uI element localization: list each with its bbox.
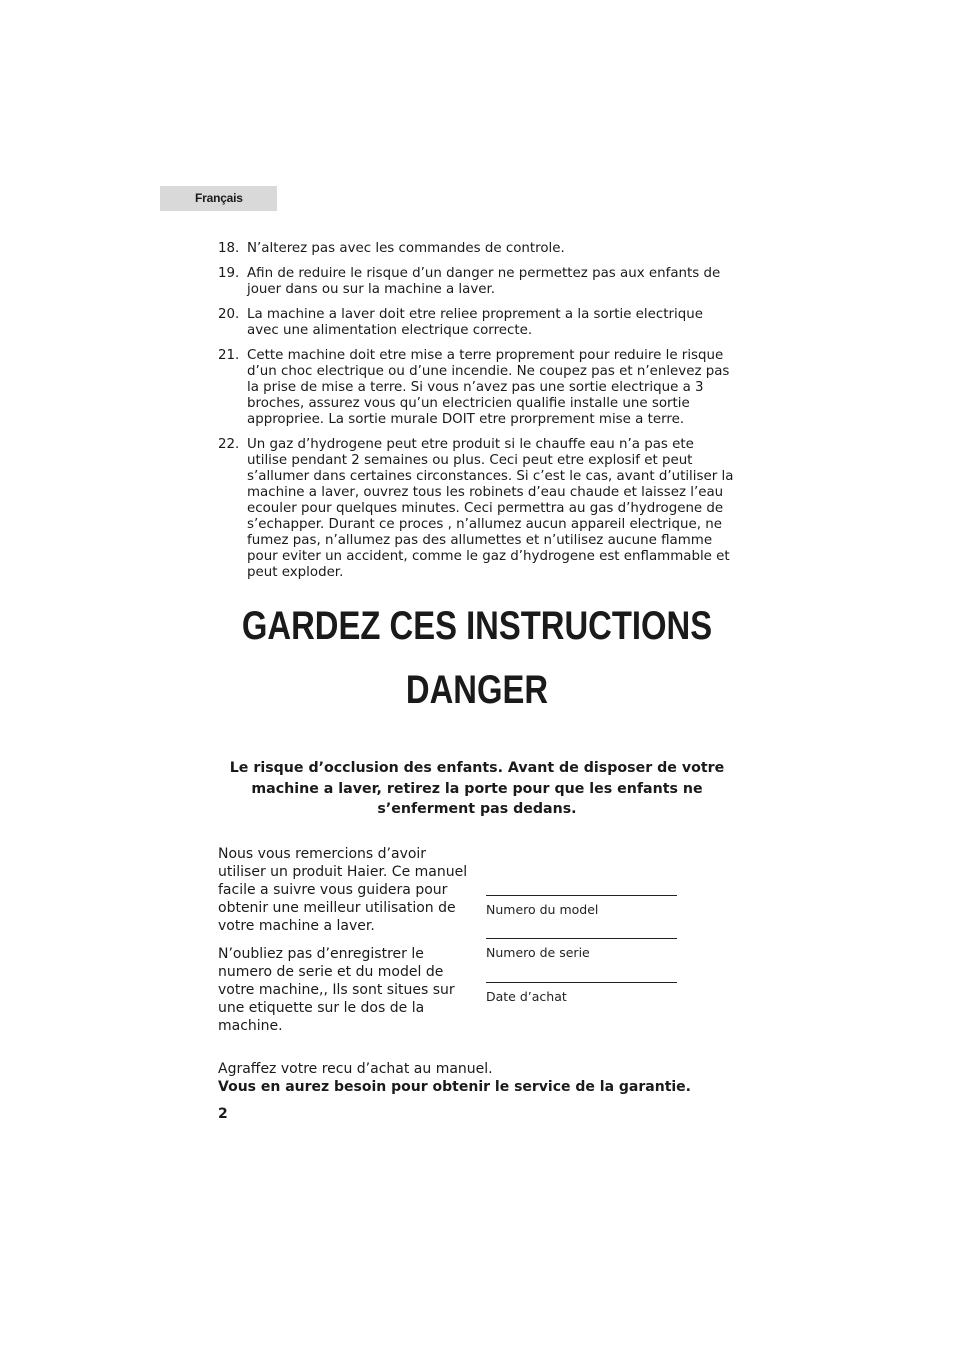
purchase-date-field (486, 982, 677, 1004)
item-number: 21. (218, 348, 240, 363)
receipt-note (218, 1060, 758, 1096)
danger-heading: DANGER (405, 668, 549, 712)
item-number: 22. (218, 437, 240, 452)
child-safety-warning: Le risque d’occlusion des enfants. Avant de disposer de votre machine a laver, retirez la porte pour que les enfants ne s’enferment pas dedans. (229, 760, 725, 817)
serial-number-label: Numero de serie (486, 945, 590, 960)
list-item (218, 307, 738, 339)
item-text: Cette machine doit etre mise a terre proprement pour reduire le risque d’un choc electrique ou d’une incendie. Ne coupez pas et n’enlevez pas la prise de mise a terre. Si vous n’avez pas une sortie electrique a 3 broches, assurez vous qu’un electricien qualifie installe une sortie appropriee. La sortie murale DOIT etre prorprement mise a terre. (247, 348, 730, 427)
page-number: 2 (218, 1106, 228, 1122)
item-text: Un gaz d’hydrogene peut etre produit si le chauffe eau n’a pas ete utilise pendant 2 semaines ou plus. Ceci peut etre explosif et peut s’allumer dans certaines circonstances. Si c’est le cas, avant d’utiliser la machine a laver, ouvrez tous les robinets d’eau chaude et laissez l’eau ecouler pour quelques minutes. Ceci permettra au gas d’hydrogene de s’echapper. Durant ce proces , n’allumez aucun appareil electrique, ne fumez pas, n’allumez pas des allumettes et n’utilisez aucune flamme pour eviter un accident, comme le gaz d’hydrogene est enflammable et peut exploder. (247, 437, 734, 580)
item-number: 19. (218, 266, 240, 281)
item-text: N’alterez pas avec les commandes de controle. (247, 241, 565, 256)
intro-paragraph: Nous vous remercions d’avoir utiliser un produit Haier. Ce manuel facile a suivre vous guidera pour obtenir une meilleur utilisation de votre machine a laver. (218, 846, 468, 934)
serial-number-field (486, 938, 677, 960)
list-item (218, 437, 738, 581)
item-text: La machine a laver doit etre reliee proprement a la sortie electrique avec une alimentation electrique correcte. (247, 307, 703, 338)
item-text: Afin de reduire le risque d’un danger ne permettez pas aux enfants de jouer dans ou sur la machine a laver. (247, 266, 721, 297)
save-instructions-heading: GARDEZ CES INSTRUCTIONS (241, 604, 713, 648)
model-number-field (486, 895, 677, 917)
receipt-note-text: Agraffez votre recu d’achat au manuel. (218, 1061, 493, 1077)
purchase-date-label: Date d’achat (486, 989, 567, 1004)
list-item (218, 348, 738, 428)
language-tab: Français (160, 186, 277, 211)
instruction-list (218, 241, 738, 590)
warranty-note-text: Vous en aurez besoin pour obtenir le service de la garantie. (218, 1079, 691, 1095)
intro-paragraph: N’oubliez pas d’enregistrer le numero de serie et du model de votre machine,, Ils sont situes sur une etiquette sur le dos de la machine. (218, 946, 455, 1034)
model-number-label: Numero du model (486, 902, 599, 917)
list-item (218, 241, 738, 257)
list-item (218, 266, 738, 298)
item-number: 20. (218, 307, 240, 322)
item-number: 18. (218, 241, 240, 256)
intro-text (218, 845, 473, 1045)
